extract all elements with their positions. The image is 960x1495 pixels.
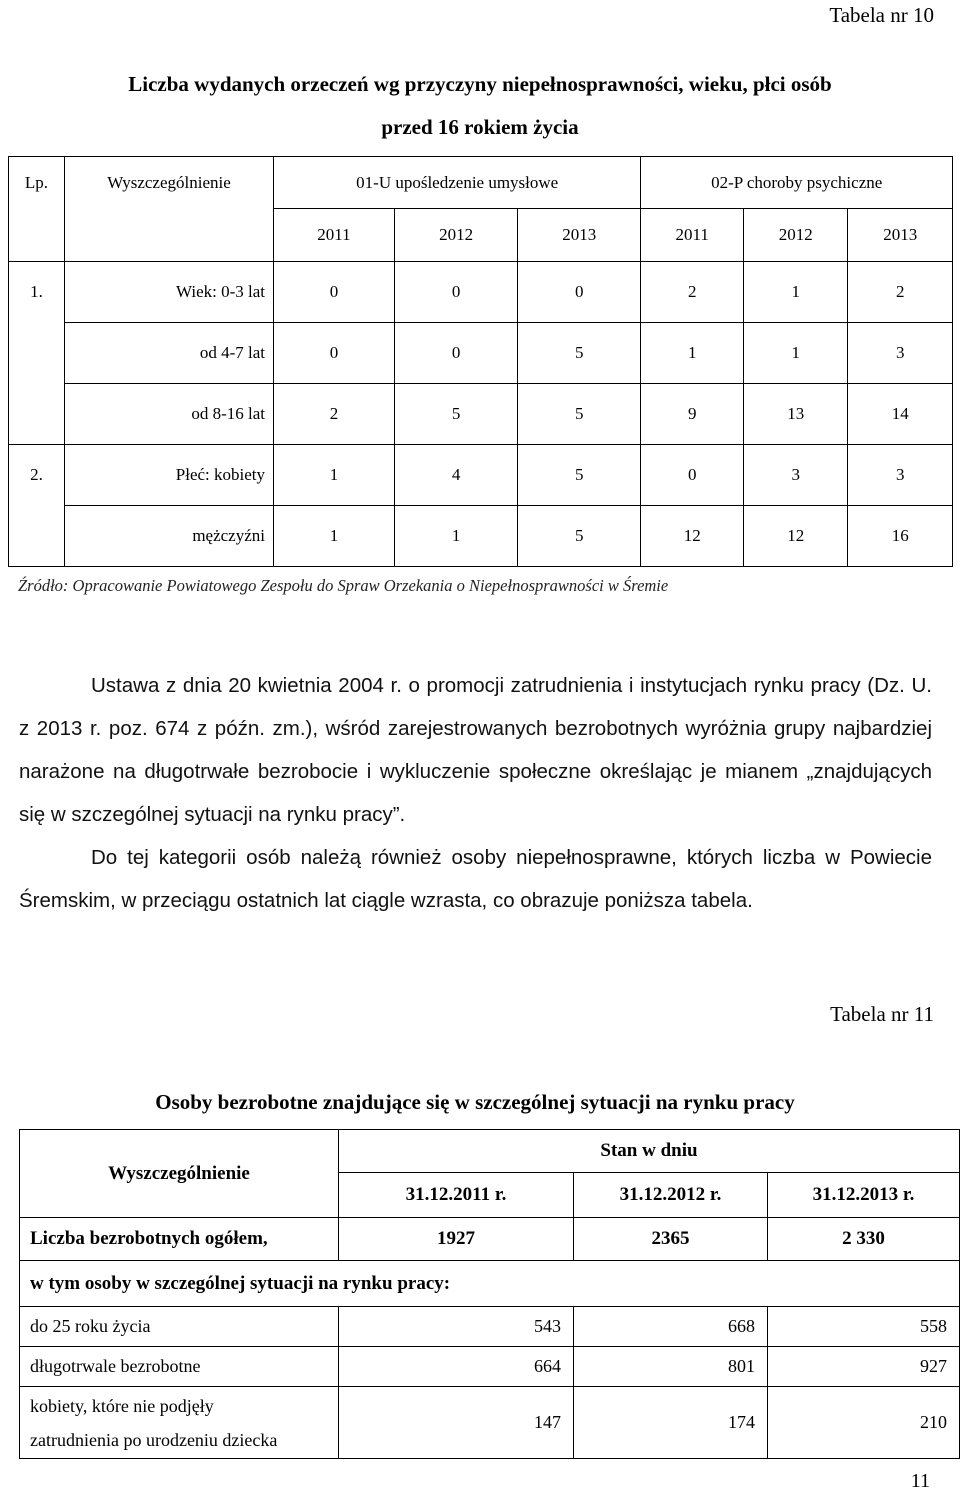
table11-cell: 668 [574,1307,768,1347]
table11-cell: 664 [339,1347,574,1387]
table10-cell: 1 [744,262,848,323]
table10-year: 2012 [394,209,517,262]
table10-row-label: mężczyźni [65,506,274,567]
table11-cell: 927 [768,1347,960,1387]
table-row [9,445,953,506]
table11-cell: 558 [768,1307,960,1347]
table11-date: 31.12.2011 r. [339,1173,574,1218]
table10-row-label: od 8-16 lat [65,384,274,445]
table10-head-group1: 01-U upośledzenie umysłowe [274,157,641,209]
table-row [9,506,953,567]
table11-total-value: 1927 [339,1218,574,1261]
table11-row-label-line2: zatrudnienia po urodzeniu dziecka [30,1429,278,1450]
table10-cell: 16 [848,506,953,567]
table10-cell: 1 [641,323,744,384]
table10-cell: 0 [274,323,395,384]
table10-year: 2013 [518,209,641,262]
table10-cell: 2 [641,262,744,323]
table10-cell: 5 [518,506,641,567]
table10-label: Tabela nr 10 [829,3,934,27]
table10-head-desc: Wyszczególnienie [65,157,274,262]
table11-row-label: do 25 roku życia [20,1307,339,1347]
table11-label: Tabela nr 11 [830,1002,934,1026]
table11-total-value: 2 330 [768,1218,960,1261]
table10-row-label: od 4-7 lat [65,323,274,384]
table11-header-row [20,1130,960,1173]
table10-lp: 1. [9,262,65,323]
paragraph-1 [19,664,932,836]
table10-cell: 12 [641,506,744,567]
paragraph-2 [19,836,932,922]
table11-title: Osoby bezrobotne znajdujące się w szczególnej sytuacji na rynku pracy [155,1090,795,1114]
table11-head-group: Stan w dniu [339,1130,960,1173]
table11-date: 31.12.2012 r. [574,1173,768,1218]
table10-year: 2012 [744,209,848,262]
table11-row-label-line1: kobiety, które nie podjęły [30,1395,214,1416]
table10-cell: 5 [518,323,641,384]
table10-header-row [9,157,953,209]
table10-row-label: Wiek: 0-3 lat [65,262,274,323]
table-row [9,384,953,445]
table10-cell: 1 [274,506,395,567]
table10-year: 2013 [848,209,953,262]
table10-cell: 0 [394,323,517,384]
table10-cell: 1 [274,445,395,506]
table-row [20,1347,960,1387]
table10-cell: 5 [394,384,517,445]
table10-cell: 5 [518,445,641,506]
table10-cell: 0 [394,262,517,323]
table10-cell: 14 [848,384,953,445]
table10-cell: 1 [744,323,848,384]
table10-lp [9,384,65,445]
table10-cell: 0 [641,445,744,506]
table11-cell: 174 [574,1387,768,1459]
table10-cell: 2 [274,384,395,445]
table10-row-label: Płeć: kobiety [65,445,274,506]
table10-cell: 0 [274,262,395,323]
table11 [19,1129,960,1459]
table11-total-label: Liczba bezrobotnych ogółem, [20,1218,339,1261]
table11-cell: 801 [574,1347,768,1387]
table10-cell: 2 [848,262,953,323]
table11-row-label [20,1387,339,1459]
table10-year: 2011 [641,209,744,262]
table10-year: 2011 [274,209,395,262]
table10-cell: 3 [848,323,953,384]
table10-title-line2: przed 16 rokiem życia [381,115,579,139]
paragraph-2-text: Do tej kategorii osób należą również osoby niepełnosprawne, których liczba w Powiecie Śremskim, w przeciągu ostatnich lat ciągle wzrasta, co obrazuje poniższa tabela. [19,846,932,912]
table10-cell: 1 [394,506,517,567]
table10-source: Źródło: Opracowanie Powiatowego Zespołu do Spraw Orzekania o Niepełnosprawności w Śremie [18,576,669,595]
table10-cell: 0 [518,262,641,323]
table10-head-group2: 02-P choroby psychiczne [641,157,953,209]
table11-cell: 147 [339,1387,574,1459]
table10-head-lp: Lp. [9,157,65,262]
table-row [9,262,953,323]
table11-head-desc: Wyszczególnienie [20,1130,339,1218]
table10-lp [9,506,65,567]
table10-title-line1: Liczba wydanych orzeczeń wg przyczyny niepełnosprawności, wieku, płci osób [128,72,832,96]
table-row [20,1218,960,1261]
table11-cell: 543 [339,1307,574,1347]
table-row [9,323,953,384]
table-row [20,1307,960,1347]
table10-lp [9,323,65,384]
table-row [20,1387,960,1459]
table11-special-label: w tym osoby w szczególnej sytuacji na rynku pracy: [20,1261,960,1307]
table10-cell: 9 [641,384,744,445]
page-number: 11 [910,1470,930,1492]
table10-cell: 4 [394,445,517,506]
table11-cell: 210 [768,1387,960,1459]
table10-lp: 2. [9,445,65,506]
table11-date: 31.12.2013 r. [768,1173,960,1218]
table10-cell: 3 [848,445,953,506]
table10-cell: 3 [744,445,848,506]
table11-total-value: 2365 [574,1218,768,1261]
table10-cell: 13 [744,384,848,445]
table-row [20,1261,960,1307]
paragraph-1-text: Ustawa z dnia 20 kwietnia 2004 r. o promocji zatrudnienia i instytucjach rynku pracy (Dz. U. z 2013 r. poz. 674 z późn. zm.), wśród zarejestrowanych bezrobotnych wyróżnia grupy najbardziej narażone na długotrwałe bezrobocie i wykluczenie społeczne określając je mianem „znajdujących się w szczególnej sytuacji na rynku pracy”. [19,674,932,826]
table10-cell: 5 [518,384,641,445]
table10-cell: 12 [744,506,848,567]
table11-row-label: długotrwale bezrobotne [20,1347,339,1387]
table10 [8,156,953,567]
